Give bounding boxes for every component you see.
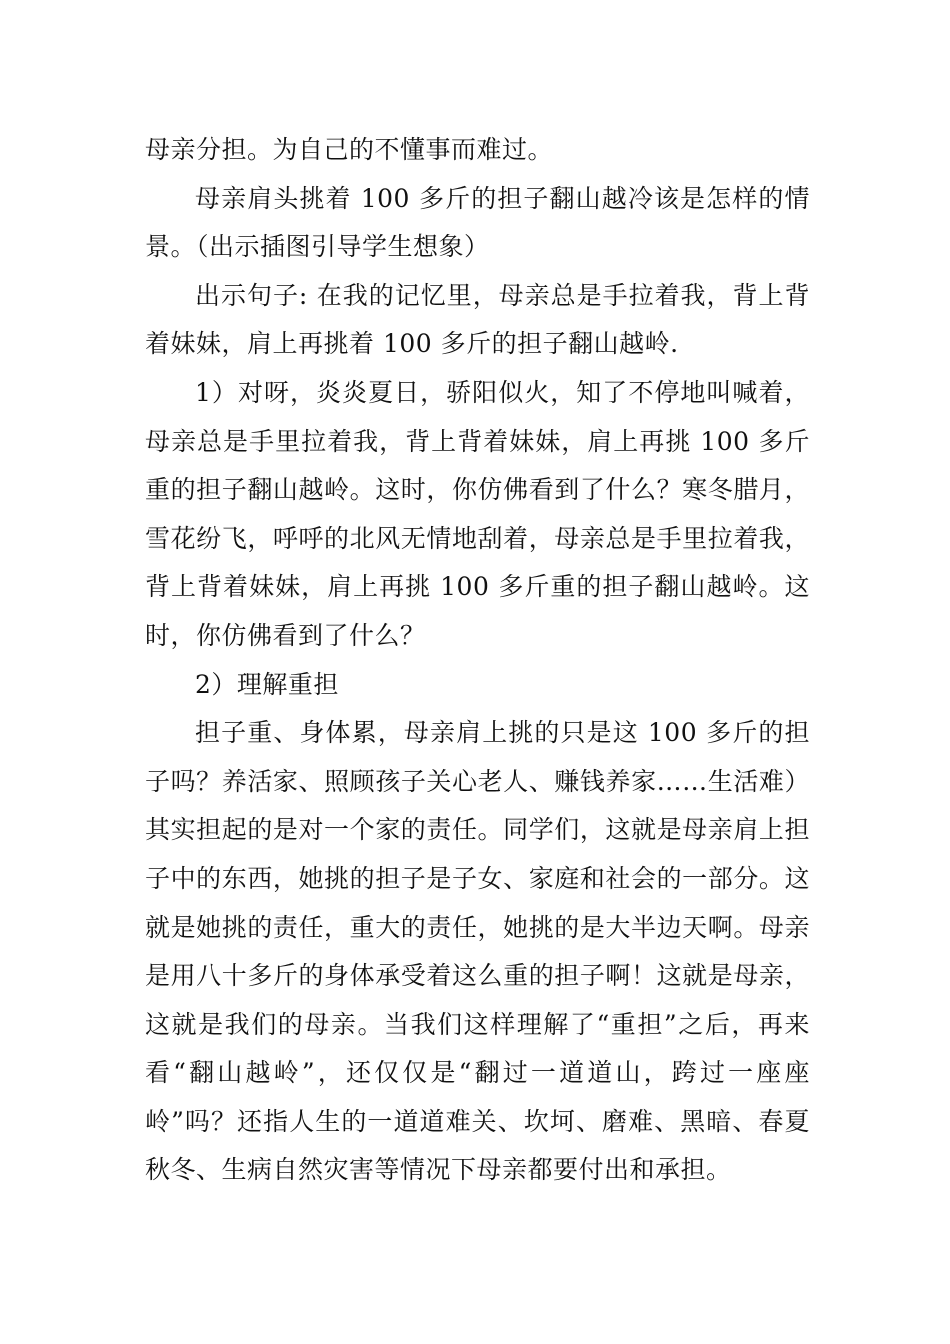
paragraph-burden-explanation: 担子重、身体累，母亲肩上挑的只是这 100 多斤的担子吗？养活家、照顾孩子关心老人、赚钱养家……生活难）其实担起的是对一个家的责任。同学们，这就是母亲肩上担子中的东西，她挑的担子是子女、家庭和社会的一部分。这就是她挑的责任，重大的责任，她挑的是大半边天啊。母亲是用八十多斤的身体承受着这么重的担子啊！这就是母亲，这就是我们的母亲。当我们这样理解了“重担”之后，再来看“翻山越岭”，还仅仅是“翻过一道道山，跨过一座座岭”吗？还指人生的一道道难关、坎坷、磨难、黑暗、春夏秋冬、生病自然灾害等情况下母亲都要付出和承担。: [145, 718, 810, 1185]
paragraph-continuation: 母亲分担。为自己的不懂事而难过。: [145, 135, 554, 164]
paragraph-point-1: 1）对呀，炎炎夏日，骄阳似火，知了不停地叫喊着，母亲总是手里拉着我，背上背着妹妹，肩上再挑 100 多斤重的担子翻山越岭。这时，你仿佛看到了什么？寒冬腊月，雪花纷飞，呼呼的北风无情地刮着，母亲总是手里拉着我，背上背着妹妹，肩上再挑 100 多斤重的担子翻山越岭。这时，你仿佛看到了什么？: [145, 377, 810, 650]
paragraph-point-2-heading: 2）理解重担: [195, 669, 339, 699]
paragraph-show-sentence: 出示句子: 在我的记忆里，母亲总是手拉着我，背上背着妹妹，肩上再挑着 100 多斤的担子翻山越岭.: [145, 280, 810, 359]
body-text: [145, 126, 810, 1195]
paragraph-scene-question: 母亲肩头挑着 100 多斤的担子翻山越冷该是怎样的情景。（出示插图引导学生想象）: [145, 183, 810, 262]
